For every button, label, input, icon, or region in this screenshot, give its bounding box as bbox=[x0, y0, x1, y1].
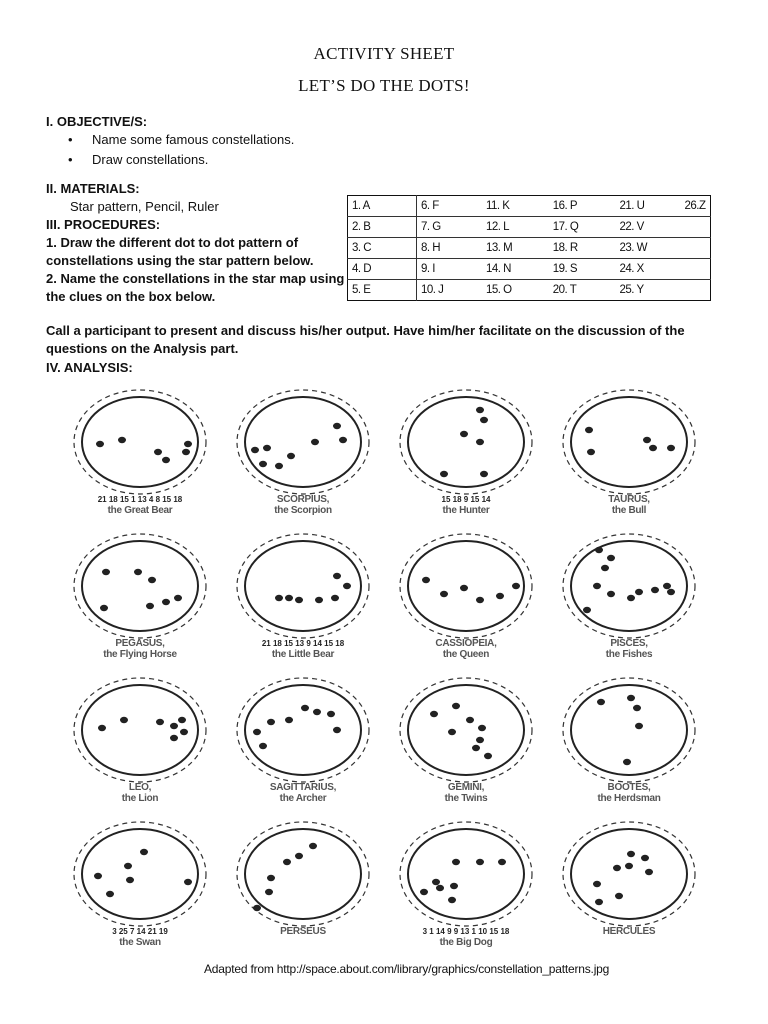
code-cell: 3. C bbox=[348, 238, 417, 259]
code-cell: 26.Z bbox=[684, 200, 706, 212]
star-dot bbox=[259, 461, 267, 467]
star-dot bbox=[333, 573, 341, 579]
constellation-nickname: the Fishes bbox=[605, 649, 653, 660]
constellation-card bbox=[233, 816, 373, 960]
star-dot bbox=[275, 463, 283, 469]
constellation-label bbox=[559, 926, 699, 937]
star-dot bbox=[649, 445, 657, 451]
star-dot bbox=[182, 449, 190, 455]
star-dot bbox=[448, 897, 456, 903]
star-dot bbox=[476, 439, 484, 445]
procedures-heading: III. PROCEDURES: bbox=[46, 217, 161, 232]
star-pattern bbox=[70, 816, 210, 928]
star-dot bbox=[667, 445, 675, 451]
letter-code-numbers: 15 18 9 15 14 bbox=[441, 495, 491, 504]
star-dot bbox=[253, 729, 261, 735]
credit-text: Adapted from http://space.about.com/library/graphics/constellation_patterns.jpg bbox=[204, 962, 610, 976]
star-dot bbox=[184, 879, 192, 885]
star-dot bbox=[313, 709, 321, 715]
constellation-nickname: the Twins bbox=[444, 793, 488, 804]
constellation-name: SCORPIUS, bbox=[276, 494, 330, 505]
star-dot bbox=[283, 859, 291, 865]
star-dot bbox=[667, 589, 675, 595]
constellation-grid bbox=[70, 384, 710, 960]
constellation-name: LEO, bbox=[128, 782, 152, 793]
star-dot bbox=[170, 735, 178, 741]
objective-item: • Name some famous constellations. bbox=[70, 132, 294, 147]
constellation-card bbox=[559, 672, 699, 816]
constellation-name: CASSIOPEIA, bbox=[435, 638, 497, 649]
star-dot bbox=[498, 859, 506, 865]
constellation-card bbox=[559, 816, 699, 960]
star-pattern bbox=[559, 384, 699, 496]
code-cell: 1. A bbox=[348, 196, 417, 217]
star-dot bbox=[267, 719, 275, 725]
star-dot bbox=[432, 879, 440, 885]
code-cell: 18. R bbox=[549, 238, 616, 259]
star-dot bbox=[184, 441, 192, 447]
star-dot bbox=[593, 881, 601, 887]
constellation-label bbox=[396, 782, 536, 804]
constellation-name: PEGASUS, bbox=[115, 638, 165, 649]
star-dot bbox=[585, 427, 593, 433]
star-dot bbox=[100, 605, 108, 611]
code-cell: 23. W bbox=[616, 238, 681, 259]
star-dot bbox=[124, 863, 132, 869]
star-dot bbox=[162, 457, 170, 463]
code-cell bbox=[680, 259, 710, 280]
code-cell: 5. E bbox=[348, 280, 417, 301]
procedure-step-2: 2. Name the constellations in the star map using the clues on the box below. bbox=[46, 271, 345, 304]
star-dot bbox=[102, 569, 110, 575]
code-cell: 24. X bbox=[616, 259, 681, 280]
star-dot bbox=[452, 859, 460, 865]
constellation-name: BOOTES, bbox=[607, 782, 651, 793]
star-dot bbox=[587, 449, 595, 455]
star-dot bbox=[615, 893, 623, 899]
constellation-nickname: the Hunter bbox=[442, 505, 490, 516]
star-dot bbox=[154, 449, 162, 455]
star-pattern bbox=[559, 816, 699, 928]
constellation-card bbox=[233, 672, 373, 816]
code-cell: 19. S bbox=[549, 259, 616, 280]
star-dot bbox=[339, 437, 347, 443]
star-dot bbox=[627, 851, 635, 857]
star-dot bbox=[170, 723, 178, 729]
code-cell: 9. I bbox=[417, 259, 482, 280]
star-dot bbox=[643, 437, 651, 443]
star-dot bbox=[480, 417, 488, 423]
star-dot bbox=[635, 723, 643, 729]
star-dot bbox=[466, 717, 474, 723]
star-dot bbox=[140, 849, 148, 855]
star-dot bbox=[452, 703, 460, 709]
star-dot bbox=[627, 695, 635, 701]
code-cell: 17. Q bbox=[549, 217, 616, 238]
code-cell: 12. L bbox=[482, 217, 549, 238]
constellation-nickname: the Bull bbox=[611, 505, 647, 516]
star-dot bbox=[94, 873, 102, 879]
code-row bbox=[348, 280, 711, 301]
star-dot bbox=[295, 597, 303, 603]
code-cell: 16. P bbox=[552, 200, 578, 212]
star-dot bbox=[126, 877, 134, 883]
star-dot bbox=[333, 423, 341, 429]
star-dot bbox=[635, 589, 643, 595]
code-cell: 8. H bbox=[417, 238, 482, 259]
constellation-name: SAGITTARIUS, bbox=[269, 782, 337, 793]
constellation-nickname: the Archer bbox=[279, 793, 327, 804]
star-dot bbox=[146, 603, 154, 609]
star-dot bbox=[625, 863, 633, 869]
star-pattern bbox=[70, 528, 210, 640]
sheet-title: ACTIVITY SHEET bbox=[313, 44, 455, 63]
objectives-heading: I. OBJECTIVE/S: bbox=[46, 114, 148, 129]
star-pattern bbox=[559, 528, 699, 640]
code-row bbox=[348, 217, 711, 238]
letter-code-numbers: 21 18 15 1 13 4 8 15 18 bbox=[97, 495, 183, 504]
star-dot bbox=[265, 889, 273, 895]
star-dot bbox=[460, 431, 468, 437]
star-dot bbox=[595, 899, 603, 905]
star-dot bbox=[601, 565, 609, 571]
constellation-label bbox=[233, 926, 373, 937]
star-dot bbox=[472, 745, 480, 751]
constellation-nickname: the Queen bbox=[442, 649, 490, 660]
star-dot bbox=[301, 705, 309, 711]
star-dot bbox=[148, 577, 156, 583]
star-pattern bbox=[70, 384, 210, 496]
constellation-label bbox=[559, 782, 699, 804]
constellation-card bbox=[233, 528, 373, 672]
star-dot bbox=[253, 905, 261, 911]
star-pattern bbox=[559, 672, 699, 784]
star-dot bbox=[476, 407, 484, 413]
materials-heading: II. MATERIALS: bbox=[46, 181, 140, 196]
constellation-card bbox=[70, 384, 210, 528]
star-pattern bbox=[396, 672, 536, 784]
constellation-label bbox=[233, 782, 373, 804]
constellation-card bbox=[396, 672, 536, 816]
constellation-nickname: the Herdsman bbox=[597, 793, 661, 804]
star-dot bbox=[309, 843, 317, 849]
sheet-subtitle: LET’S DO THE DOTS! bbox=[298, 76, 470, 95]
star-dot bbox=[607, 591, 615, 597]
star-dot bbox=[275, 595, 283, 601]
constellation-card bbox=[559, 528, 699, 672]
star-dot bbox=[633, 705, 641, 711]
code-cell: 25. Y bbox=[616, 280, 681, 301]
star-dot bbox=[162, 599, 170, 605]
outer-dashed-ring bbox=[563, 678, 695, 782]
constellation-label bbox=[233, 638, 373, 660]
star-dot bbox=[440, 591, 448, 597]
constellation-label bbox=[233, 494, 373, 516]
star-pattern bbox=[233, 816, 373, 928]
star-pattern bbox=[396, 384, 536, 496]
star-dot bbox=[251, 447, 259, 453]
code-cell bbox=[680, 238, 710, 259]
outer-dashed-ring bbox=[400, 390, 532, 494]
star-dot bbox=[263, 445, 271, 451]
constellation-label bbox=[70, 782, 210, 804]
letter-code-table bbox=[347, 195, 711, 301]
star-pattern bbox=[233, 384, 373, 496]
code-cell: 22. V bbox=[616, 217, 681, 238]
star-dot bbox=[259, 743, 267, 749]
constellation-label bbox=[396, 926, 536, 948]
star-dot bbox=[476, 859, 484, 865]
star-dot bbox=[343, 583, 351, 589]
star-dot bbox=[436, 885, 444, 891]
star-dot bbox=[287, 453, 295, 459]
code-cell: 6. F bbox=[421, 200, 439, 212]
outer-dashed-ring bbox=[74, 534, 206, 638]
instructions-text: Call a participant to present and discuss his/her output. Have him/her facilitate on the discussion of the questions on the Analysis part. bbox=[46, 323, 685, 356]
constellation-card bbox=[70, 528, 210, 672]
inner-ring bbox=[408, 829, 524, 919]
code-cell: 15. O bbox=[482, 280, 549, 301]
constellation-name: TAURUS, bbox=[608, 494, 650, 505]
constellation-nickname: the Little Bear bbox=[271, 649, 335, 660]
inner-ring bbox=[82, 541, 198, 631]
constellation-label bbox=[70, 494, 210, 516]
star-dot bbox=[478, 725, 486, 731]
star-dot bbox=[120, 717, 128, 723]
star-dot bbox=[422, 577, 430, 583]
star-dot bbox=[333, 727, 341, 733]
star-dot bbox=[331, 595, 339, 601]
code-cell bbox=[680, 280, 710, 301]
outer-dashed-ring bbox=[74, 822, 206, 926]
star-dot bbox=[480, 471, 488, 477]
letter-code-numbers: 21 18 15 13 9 14 15 18 bbox=[261, 639, 345, 648]
star-dot bbox=[178, 717, 186, 723]
star-dot bbox=[267, 875, 275, 881]
materials-text: Star pattern, Pencil, Ruler bbox=[70, 199, 219, 214]
outer-dashed-ring bbox=[563, 534, 695, 638]
constellation-name: PISCES, bbox=[610, 638, 648, 649]
analysis-heading: IV. ANALYSIS: bbox=[46, 360, 133, 375]
code-cell: 7. G bbox=[417, 217, 482, 238]
code-cell bbox=[680, 217, 710, 238]
inner-ring bbox=[571, 397, 687, 487]
star-dot bbox=[180, 729, 188, 735]
constellation-label bbox=[396, 494, 536, 516]
star-dot bbox=[134, 569, 142, 575]
code-cell: 11. K bbox=[485, 200, 510, 212]
star-dot bbox=[156, 719, 164, 725]
objective-item: • Draw constellations. bbox=[70, 152, 208, 167]
letter-code-numbers: 3 1 14 9 9 13 1 10 15 18 bbox=[422, 927, 510, 936]
star-dot bbox=[420, 889, 428, 895]
star-dot bbox=[595, 547, 603, 553]
star-dot bbox=[285, 595, 293, 601]
star-dot bbox=[623, 759, 631, 765]
constellation-label bbox=[70, 638, 210, 660]
inner-ring bbox=[408, 685, 524, 775]
star-dot bbox=[450, 883, 458, 889]
code-cell: 4. D bbox=[348, 259, 417, 280]
star-pattern bbox=[396, 816, 536, 928]
inner-ring bbox=[245, 829, 361, 919]
star-dot bbox=[651, 587, 659, 593]
star-dot bbox=[597, 699, 605, 705]
star-pattern bbox=[70, 672, 210, 784]
star-dot bbox=[430, 711, 438, 717]
constellation-name: GEMINI, bbox=[447, 782, 485, 793]
code-cell: 13. M bbox=[482, 238, 549, 259]
star-dot bbox=[295, 853, 303, 859]
star-pattern bbox=[396, 528, 536, 640]
code-cell: 21. U bbox=[619, 200, 645, 212]
star-dot bbox=[440, 471, 448, 477]
letter-code-numbers: 3 25 7 14 21 19 bbox=[112, 927, 168, 936]
procedure-step-1: 1. Draw the different dot to dot pattern of constellations using the star pattern below. bbox=[46, 235, 314, 268]
constellation-nickname: the Scorpion bbox=[274, 505, 332, 516]
constellation-card bbox=[396, 816, 536, 960]
code-row bbox=[348, 238, 711, 259]
star-dot bbox=[607, 555, 615, 561]
constellation-nickname: the Flying Horse bbox=[103, 649, 177, 660]
star-dot bbox=[448, 729, 456, 735]
inner-ring bbox=[571, 829, 687, 919]
star-dot bbox=[106, 891, 114, 897]
outer-dashed-ring bbox=[563, 390, 695, 494]
star-dot bbox=[315, 597, 323, 603]
code-cell: 10. J bbox=[417, 280, 482, 301]
star-dot bbox=[641, 855, 649, 861]
constellation-card bbox=[396, 384, 536, 528]
star-dot bbox=[98, 725, 106, 731]
outer-dashed-ring bbox=[563, 822, 695, 926]
star-dot bbox=[613, 865, 621, 871]
star-dot bbox=[327, 711, 335, 717]
star-dot bbox=[285, 717, 293, 723]
constellation-name: PERSEUS bbox=[280, 926, 326, 937]
star-pattern bbox=[233, 672, 373, 784]
constellation-card bbox=[559, 384, 699, 528]
constellation-nickname: the Great Bear bbox=[107, 505, 173, 516]
star-dot bbox=[96, 441, 104, 447]
star-dot bbox=[583, 607, 591, 613]
constellation-nickname: the Big Dog bbox=[439, 937, 493, 948]
constellation-card bbox=[70, 672, 210, 816]
constellation-nickname: the Lion bbox=[121, 793, 159, 804]
star-dot bbox=[663, 583, 671, 589]
constellation-label bbox=[396, 638, 536, 660]
star-dot bbox=[593, 583, 601, 589]
outer-dashed-ring bbox=[237, 390, 369, 494]
code-cell: 14. N bbox=[482, 259, 549, 280]
code-cell: 2. B bbox=[348, 217, 417, 238]
star-pattern bbox=[233, 528, 373, 640]
star-dot bbox=[484, 753, 492, 759]
constellation-label bbox=[559, 638, 699, 660]
inner-ring bbox=[245, 685, 361, 775]
constellation-card bbox=[233, 384, 373, 528]
star-dot bbox=[311, 439, 319, 445]
code-cell: 20. T bbox=[549, 280, 616, 301]
star-dot bbox=[476, 597, 484, 603]
outer-dashed-ring bbox=[400, 678, 532, 782]
star-dot bbox=[174, 595, 182, 601]
constellation-nickname: the Swan bbox=[119, 937, 161, 948]
constellation-label bbox=[559, 494, 699, 516]
constellation-label bbox=[70, 926, 210, 948]
inner-ring bbox=[408, 397, 524, 487]
star-dot bbox=[476, 737, 484, 743]
star-dot bbox=[512, 583, 520, 589]
star-dot bbox=[460, 585, 468, 591]
star-dot bbox=[645, 869, 653, 875]
star-dot bbox=[118, 437, 126, 443]
constellation-name: HERCULES bbox=[602, 926, 656, 937]
constellation-card bbox=[396, 528, 536, 672]
star-dot bbox=[496, 593, 504, 599]
code-row bbox=[348, 259, 711, 280]
star-dot bbox=[627, 595, 635, 601]
code-row bbox=[348, 196, 711, 217]
outer-dashed-ring bbox=[400, 822, 532, 926]
constellation-card bbox=[70, 816, 210, 960]
